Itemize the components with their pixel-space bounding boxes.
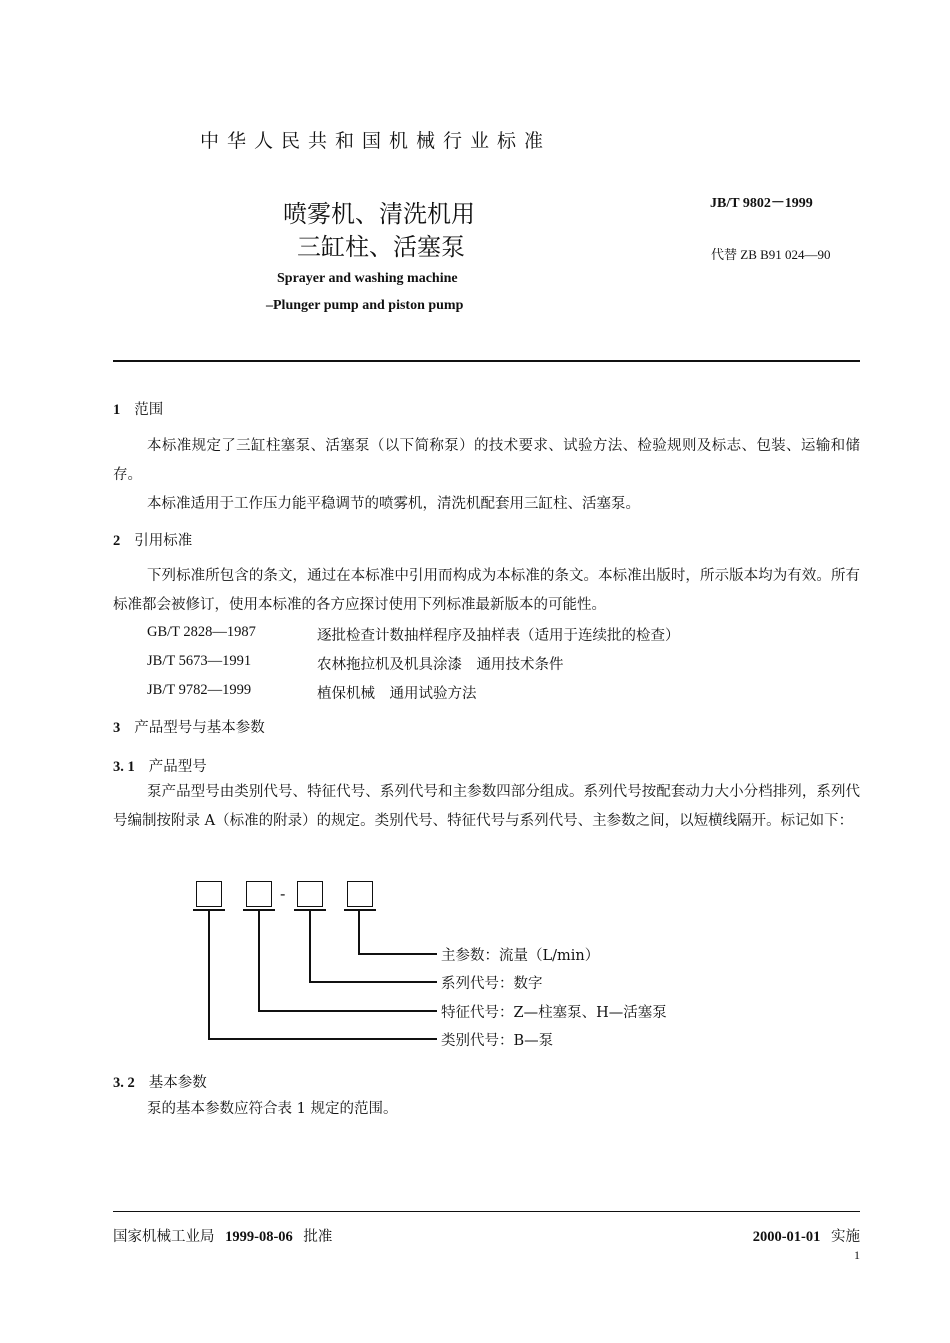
- approve-word: 批准: [303, 1229, 333, 1245]
- footer-effective: [753, 1225, 860, 1246]
- section-number: 3. 1: [113, 759, 135, 775]
- leader-line: [208, 1038, 437, 1040]
- leader-line: [309, 910, 311, 982]
- section-title: 产品型号: [148, 759, 207, 775]
- ref-code: JB/T 5673—1991: [147, 653, 252, 669]
- section-2-heading: [113, 529, 192, 550]
- doc-title-cn-line1: 喷雾机、清洗机用: [283, 200, 475, 228]
- ref-code: JB/T 9782—1999: [147, 682, 252, 698]
- section-1-heading: [113, 398, 163, 419]
- section-3-2-heading: [113, 1071, 207, 1092]
- effective-date: 2000-01-01: [752, 1229, 821, 1245]
- designation-box-series: [297, 881, 323, 907]
- designation-dash: -: [280, 884, 286, 903]
- designation-box-main-param: [347, 881, 373, 907]
- ref-code: GB/T 2828—1987: [147, 624, 256, 640]
- issuer: 国家机械工业局: [113, 1229, 215, 1245]
- section-1-paragraph-1: 本标准规定了三缸柱塞泵、活塞泵（以下简称泵）的技术要求、试验方法、检验规则及标志、包装、运输和储存。: [113, 438, 860, 483]
- section-1-paragraph-2: 本标准适用于工作压力能平稳调节的喷雾机，清洗机配套用三缸柱、活塞泵。: [147, 496, 640, 512]
- effective-word: 实施: [831, 1229, 860, 1245]
- section-3-1-heading: [113, 755, 207, 776]
- ref-title: 逐批检查计数抽样程序及抽样表（适用于连续批的检查）: [317, 628, 680, 644]
- leader-line: [258, 1010, 437, 1012]
- section-number: 3: [113, 720, 121, 736]
- doc-title-cn-line2: 三缸柱、活塞泵: [297, 233, 465, 261]
- org-standard-title: 中华人民共和国机械行业标准: [200, 130, 552, 152]
- ref-title: 农林拖拉机及机具涂漆 通用技术条件: [317, 657, 564, 673]
- section-2-paragraph-1: 下列标准所包含的条文，通过在本标准中引用而构成为本标准的条文。本标准出版时，所示版本均为有效。所有标准都会被修订，使用本标准的各方应探讨使用下列标准最新版本的可能性。: [113, 568, 860, 613]
- section-3-2-paragraph-1: 泵的基本参数应符合表 1 规定的范围。: [147, 1101, 398, 1117]
- header-rule: [113, 360, 860, 362]
- replaces-standard: 代替 ZB B91 024—90: [711, 247, 831, 262]
- section-number: 1: [113, 402, 121, 418]
- leader-line: [358, 953, 437, 955]
- section-number: 2: [113, 533, 121, 549]
- footer-approval: [113, 1225, 332, 1246]
- designation-box-feature: [246, 881, 272, 907]
- box-underline: [344, 909, 376, 911]
- section-title: 基本参数: [148, 1075, 207, 1091]
- ref-title: 植保机械 通用试验方法: [317, 686, 477, 702]
- leader-line: [208, 910, 210, 1039]
- standard-number: JB/T 9802－1999: [710, 196, 813, 211]
- doc-title-en-line1: Sprayer and washing machine: [277, 271, 458, 286]
- label-feature-code: 特征代号：Z—柱塞泵、H—活塞泵: [441, 1005, 667, 1021]
- label-category-code: 类别代号：B—泵: [441, 1033, 554, 1049]
- doc-title-en-line2: –Plunger pump and piston pump: [266, 298, 464, 313]
- label-main-parameter: 主参数：流量（L/min）: [441, 948, 600, 964]
- leader-line: [358, 910, 360, 954]
- section-title: 引用标准: [134, 533, 193, 549]
- label-series-code: 系列代号：数字: [441, 976, 543, 992]
- page-number: 1: [854, 1248, 860, 1262]
- section-title: 产品型号与基本参数: [134, 720, 265, 736]
- footer-rule: [113, 1211, 860, 1212]
- leader-line: [309, 981, 437, 983]
- section-title: 范围: [134, 402, 164, 418]
- section-3-1-paragraph-1: 泵产品型号由类别代号、特征代号、系列代号和主参数四部分组成。系列代号按配套动力大小分档排列，系列代号编制按附录 A（标准的附录）的规定。类别代号、特征代号与系列代号、主参数之间，以短横线隔开。标记如下：: [113, 784, 860, 829]
- designation-box-category: [196, 881, 222, 907]
- section-3-heading: [113, 716, 265, 737]
- approve-date: 1999-08-06: [225, 1229, 293, 1245]
- section-number: 3. 2: [113, 1075, 135, 1091]
- leader-line: [258, 910, 260, 1011]
